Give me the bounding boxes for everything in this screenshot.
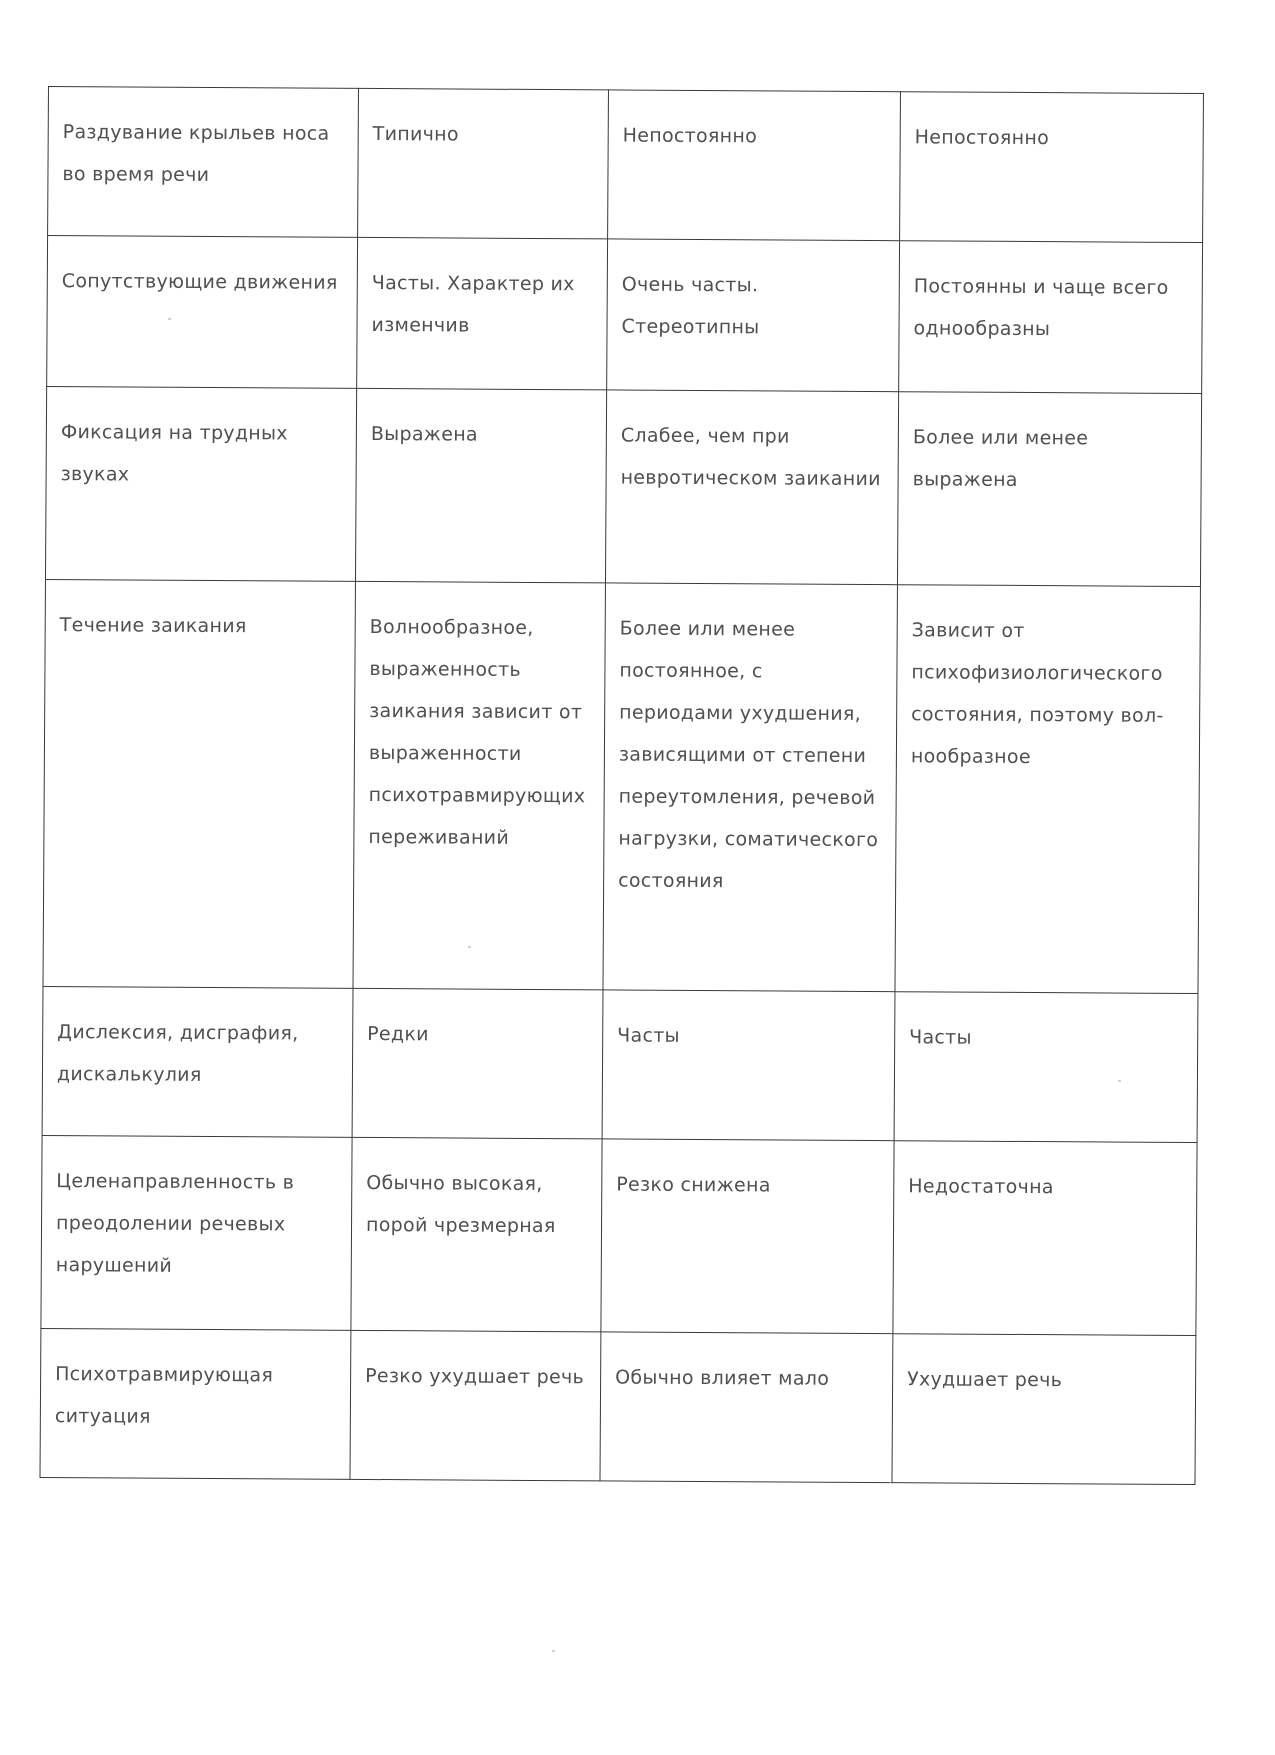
table-cell: Непостоянно (608, 90, 901, 241)
table-row (41, 1135, 1197, 1335)
table-cell: Зависит от психофизиологического состояния, поэтому вол-нообразное (895, 585, 1200, 994)
table-cell: Обычно влияет мало (600, 1332, 893, 1483)
table-cell: Более или менее постоянное, с периодами ухудшения, зависящими от степени переутомления, речевой нагрузки, соматического состояния (603, 583, 897, 992)
table-cell: Недостаточна (893, 1141, 1197, 1336)
scan-speck (468, 946, 471, 948)
table-row (43, 579, 1200, 993)
table-cell: Более или менее выражена (897, 392, 1201, 587)
table-row (45, 386, 1201, 586)
table-cell: Выражена (355, 388, 606, 583)
scan-speck (552, 1650, 555, 1652)
table-cell: Часты (602, 990, 895, 1141)
table-cell: Резко ухудшает речь (350, 1330, 601, 1481)
table-cell: Редки (352, 988, 603, 1139)
table-cell: Часты (894, 992, 1198, 1143)
feature-cell: Целенаправленность в преодолении речевых нарушений (41, 1135, 352, 1330)
feature-cell: Дислексия, дисграфия, дискалькулия (42, 986, 353, 1137)
feature-cell: Фиксация на трудных звуках (45, 386, 356, 581)
table-cell: Обычно высокая, порой чрезмерная (351, 1137, 602, 1332)
table-row (47, 236, 1203, 394)
table-cell: Волнообразное, выраженность заикания зависит от выраженности психотравмирующих переживаний (353, 581, 605, 990)
scan-speck (168, 318, 171, 320)
table-cell: Непостоянно (900, 92, 1204, 243)
table-cell: Типично (358, 88, 609, 239)
feature-cell: Психотравмирующая ситуация (40, 1328, 351, 1479)
comparison-table (39, 86, 1203, 1485)
table-cell: Постоянны и чаще всего однообразны (899, 241, 1203, 394)
feature-cell: Течение заикания (43, 579, 355, 988)
scan-speck (1118, 1080, 1121, 1082)
table-cell: Слабее, чем при невротическом заикании (605, 390, 898, 585)
feature-cell: Раздувание крыльев носа во время речи (48, 87, 359, 238)
table-cell: Очень часты. Стереотипны (607, 239, 900, 392)
table-cell: Резко снижена (601, 1139, 894, 1334)
table-row (40, 1328, 1196, 1484)
table-cell: Часты. Характер их изменчив (357, 237, 608, 390)
table-cell: Ухудшает речь (892, 1334, 1196, 1485)
table-row (42, 986, 1198, 1142)
table-row (48, 87, 1204, 243)
feature-cell: Сопутствующие движения (47, 236, 358, 389)
